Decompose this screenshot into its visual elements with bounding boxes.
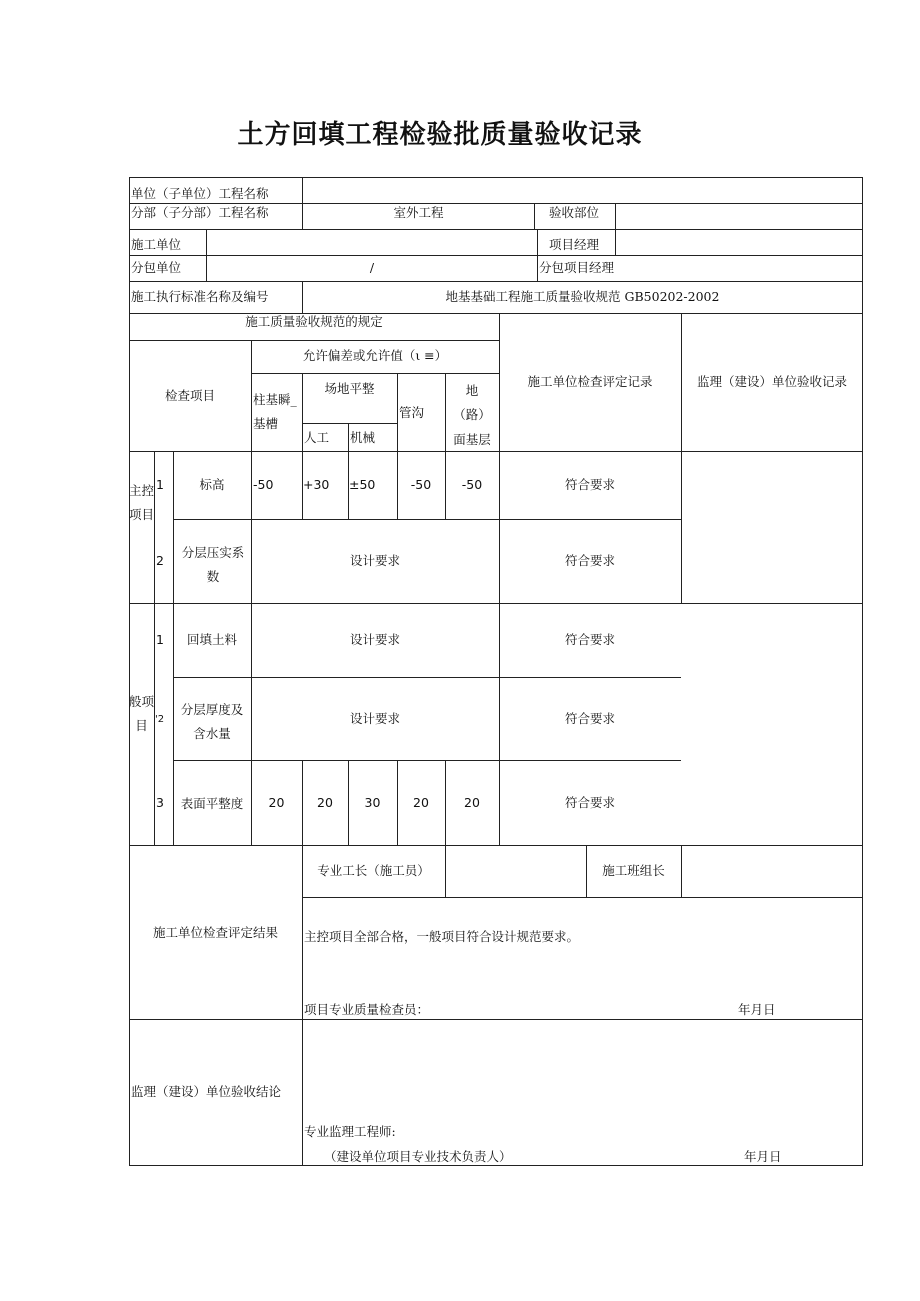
general-item-3-pile-value: 20 bbox=[268, 795, 285, 810]
pipe-trench-header: 管沟 bbox=[399, 405, 425, 420]
general-item-1-name: 回填土料 bbox=[186, 632, 237, 647]
general-item-3-road-value: 20 bbox=[464, 795, 480, 810]
main-item-1-name: 标高 bbox=[199, 477, 225, 492]
main-item-1-no: 1 bbox=[156, 477, 164, 492]
general-item-3-manual-value: 20 bbox=[317, 795, 333, 810]
standard-label: 施工执行标准名称及编号 bbox=[131, 289, 269, 304]
manual-header: 人工 bbox=[304, 430, 330, 445]
division-name-field[interactable]: 室外工程 bbox=[393, 205, 444, 220]
general-item-3-machine-value: 30 bbox=[364, 795, 381, 810]
main-control-group-label: 主控项目 bbox=[129, 483, 155, 522]
standard-field[interactable]: 地基基础工程施工质量验收规范 GB50202-2002 bbox=[445, 289, 720, 304]
main-item-1-road-value: -50 bbox=[461, 477, 483, 492]
supervisor-record-header: 监理（建设）单位验收记录 bbox=[696, 374, 847, 389]
machine-header: 机械 bbox=[350, 430, 376, 445]
main-item-2-requirement: 设计要求 bbox=[349, 553, 400, 568]
road-header-line3: 面基层 bbox=[453, 432, 491, 447]
tolerance-title: 允许偏差或允许值（ι ≡） bbox=[302, 348, 448, 363]
inspector-signature-label: 项目专业质量检查员： bbox=[304, 1002, 430, 1017]
supervisor-conclusion-label: 监理（建设）单位验收结论 bbox=[131, 1084, 282, 1099]
project-manager-label: 项目经理 bbox=[549, 237, 600, 252]
pile-trench-header: 柱基瞬_基槽 bbox=[253, 392, 297, 431]
site-leveling-header: 场地平整 bbox=[324, 381, 375, 396]
general-item-1-result: 符合要求 bbox=[564, 632, 615, 647]
inspector-date-label: 年月日 bbox=[738, 1002, 776, 1017]
general-item-1-requirement: 设计要求 bbox=[349, 632, 400, 647]
inspection-form bbox=[129, 177, 863, 1166]
main-item-2-no: 2 bbox=[156, 553, 164, 568]
acceptance-part-label: 验收部位 bbox=[549, 205, 600, 220]
subcontractor-label: 分包单位 bbox=[131, 260, 182, 275]
owner-technical-lead-label: （建设单位项目专业技术负责人） bbox=[324, 1149, 512, 1164]
contractor-record-header: 施工单位检查评定记录 bbox=[527, 374, 653, 389]
main-item-2-name: 分层压实系数 bbox=[181, 545, 245, 584]
general-item-2-requirement: 设计要求 bbox=[349, 711, 400, 726]
main-item-1-manual-value: +30 bbox=[303, 477, 330, 492]
unit-name-label: 单位（子单位）工程名称 bbox=[131, 186, 269, 201]
general-item-3-no: 3 bbox=[156, 795, 164, 810]
general-item-3-result: 符合要求 bbox=[564, 795, 615, 810]
spec-title: 施工质量验收规范的规定 bbox=[245, 314, 383, 329]
check-result-label: 施工单位检查评定结果 bbox=[152, 925, 278, 940]
check-item-header: 检查项目 bbox=[164, 388, 215, 403]
road-header-line1: 地 bbox=[465, 383, 479, 398]
supervisor-date-label: 年月日 bbox=[744, 1149, 782, 1164]
contractor-conclusion-text: 主控项目全部合格，一般项目符合设计规范要求。 bbox=[304, 929, 580, 944]
sub-project-manager-label: 分包项目经理 bbox=[539, 260, 615, 275]
team-leader-label: 施工班组长 bbox=[602, 863, 665, 878]
general-item-2-name: 分层厚度及含水量 bbox=[180, 702, 244, 741]
main-item-2-result: 符合要求 bbox=[564, 553, 615, 568]
general-item-2-no: '2 bbox=[155, 714, 165, 725]
general-item-3-pipe-value: 20 bbox=[413, 795, 429, 810]
main-item-1-pile-value: -50 bbox=[253, 477, 274, 492]
main-item-1-result: 符合要求 bbox=[564, 477, 615, 492]
general-item-3-name: 表面平整度 bbox=[180, 796, 244, 811]
foreman-label: 专业工长（施工员） bbox=[317, 863, 430, 878]
main-item-1-pipe-value: -50 bbox=[410, 477, 432, 492]
main-item-1-machine-value: ±50 bbox=[349, 477, 376, 492]
document-title: 土方回填工程检验批质量验收记录 bbox=[237, 120, 643, 150]
general-item-1-no: 1 bbox=[156, 632, 164, 647]
general-group-label: 般项目 bbox=[129, 694, 155, 733]
contractor-label: 施工单位 bbox=[131, 237, 182, 252]
supervising-engineer-label: 专业监理工程师: bbox=[304, 1124, 396, 1139]
general-item-2-result: 符合要求 bbox=[564, 711, 615, 726]
road-header-line2: （路） bbox=[453, 407, 491, 422]
division-name-label: 分部（子分部）工程名称 bbox=[131, 205, 269, 220]
subcontractor-field[interactable]: / bbox=[369, 260, 375, 275]
